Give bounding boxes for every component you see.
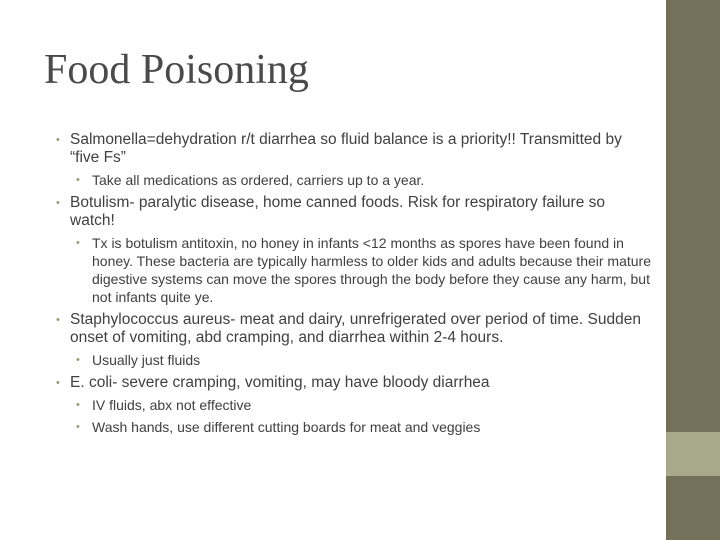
bullet-dot-icon: • xyxy=(76,237,80,249)
sub-bullet xyxy=(52,234,652,306)
sub-bullet xyxy=(52,351,652,369)
bullet-salmonella xyxy=(52,131,652,167)
bullet-dot-icon: • xyxy=(76,174,80,186)
bullet-dot-icon: • xyxy=(76,399,80,411)
bullet-dot-icon: • xyxy=(56,314,60,326)
sub-bullet-text: IV fluids, abx not effective xyxy=(92,397,252,413)
bullet-botulism xyxy=(52,194,652,230)
sub-bullet xyxy=(52,171,652,189)
bullet-dot-icon: • xyxy=(56,134,60,146)
bullet-list xyxy=(52,126,652,436)
bullet-ecoli xyxy=(52,374,652,392)
sub-bullet-text: Usually just fluids xyxy=(92,352,201,368)
sub-bullet-text: Tx is botulism antitoxin, no honey in infants <12 months as spores have been found in honey. These bacteria are typically harmless to older kids and adults because their mature digestive systems can move the spores through the body before they cause any harm, but not infants quite ye. xyxy=(92,235,652,305)
sub-bullet xyxy=(52,418,652,436)
bullet-text: Botulism- paralytic disease, home canned foods. Risk for respiratory failure so watch! xyxy=(70,194,605,229)
bullet-dot-icon: • xyxy=(76,421,80,433)
sub-bullet-text: Take all medications as ordered, carriers up to a year. xyxy=(92,172,425,188)
bullet-dot-icon: • xyxy=(56,377,60,389)
bullet-dot-icon: • xyxy=(56,197,60,209)
sidebar-accent-block xyxy=(666,432,720,476)
slide-title: Food Poisoning xyxy=(44,47,309,93)
bullet-staphylococcus xyxy=(52,311,652,347)
bullet-text: Salmonella=dehydration r/t diarrhea so fluid balance is a priority!! Transmitted by “five Fs” xyxy=(70,131,622,166)
bullet-text: Staphylococcus aureus- meat and dairy, unrefrigerated over period of time. Sudden onset of vomiting, abd cramping, and diarrhea within 2-4 hours. xyxy=(70,311,641,346)
sub-bullet xyxy=(52,396,652,414)
sub-bullet-text: Wash hands, use different cutting boards for meat and veggies xyxy=(92,419,481,435)
bullet-text: E. coli- severe cramping, vomiting, may have bloody diarrhea xyxy=(70,374,490,391)
bullet-dot-icon: • xyxy=(76,354,80,366)
